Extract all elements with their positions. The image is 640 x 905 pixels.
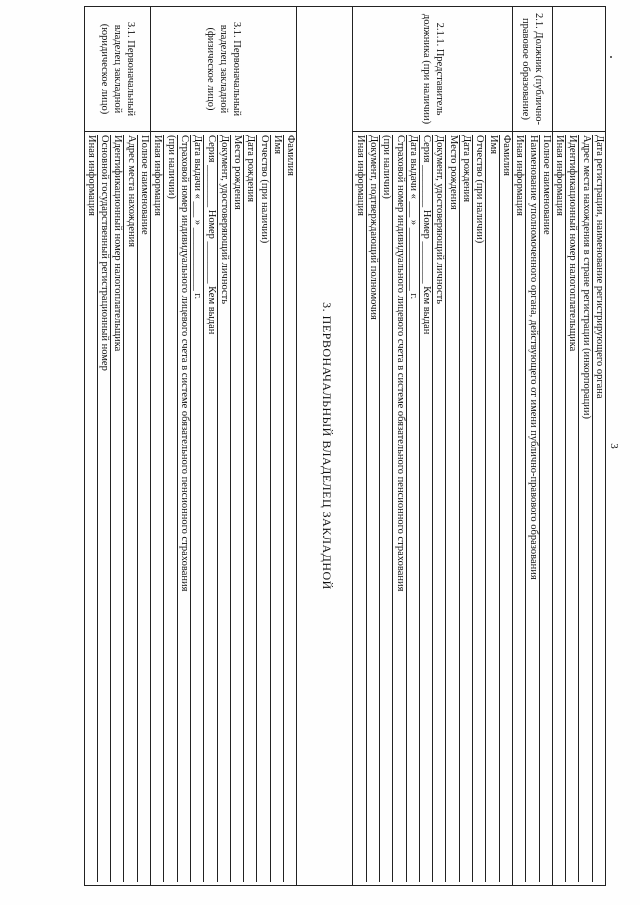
field-line: Отчество (при наличии) [256, 135, 269, 882]
field-line: Полное наименование [539, 135, 552, 882]
field-line: Дата рождения [243, 135, 256, 882]
field-line: Страховой номер индивидуального лицевого счета в системе обязательного пенсионного страхования [392, 135, 405, 882]
owner-legal-row [84, 7, 150, 886]
field-line: Наименование уполномоченного органа, действующего от имени публично-правового образования [525, 135, 538, 882]
field-line: Имя [270, 135, 283, 882]
rotated-form-sheet [20, 6, 620, 886]
field-line: Адрес места нахождения в стране регистрации (инкорпорации) [578, 135, 591, 882]
field-line: (при наличии) [163, 135, 176, 882]
field-line: Адрес места нахождения [124, 135, 137, 882]
representative-fields [353, 132, 513, 886]
owner-person-label: 3.1. Первоначальный владелец закладной (физическое лицо) [151, 7, 297, 132]
representative-row [353, 7, 513, 886]
field-line: Дата выдачи « ___ » ____________ г. [190, 135, 203, 882]
field-line: (при наличии) [379, 135, 392, 882]
field-line: Документ, удостоверяющий личность [432, 135, 445, 882]
field-line: Дата регистрации, наименование регистрирующего органа [592, 135, 605, 882]
field-line: Дата выдачи « ___ » ____________ г. [406, 135, 419, 882]
representative-label: 2.1.1. Представитель должника (при наличии) [353, 7, 513, 132]
top-block-fields [552, 132, 605, 886]
debtor-public-row [512, 7, 552, 886]
field-line: Основной государственный регистрационный номер [97, 135, 110, 882]
owner-person-fields [151, 132, 297, 886]
debtor-public-fields [512, 132, 552, 886]
owner-table [84, 6, 298, 886]
field-line: Иная информация [354, 135, 366, 217]
form-table [352, 6, 606, 886]
field-line: Иная информация [554, 135, 566, 217]
field-line: Иная информация [85, 135, 97, 217]
field-line: Имя [485, 135, 498, 882]
owner-legal-fields [84, 132, 150, 886]
field-line: Документ, удостоверяющий личность [217, 135, 230, 882]
field-line: Иная информация [514, 135, 526, 217]
section-3-title: 3. ПЕРВОНАЧАЛЬНЫЙ ВЛАДЕЛЕЦ ЗАКЛАДНОЙ [297, 6, 352, 886]
field-line: Место рождения [230, 135, 243, 882]
field-line: Полное наименование [137, 135, 150, 882]
debtor-public-label: 2.1. Должник (публично-правовое образование) [512, 7, 552, 132]
field-line: Страховой номер индивидуального лицевого счета в системе обязательного пенсионного страхования [177, 135, 190, 882]
field-line: Фамилия [283, 135, 296, 882]
field-line: Серия ________ Номер ________ Кем выдан [203, 135, 216, 882]
top-block-label [552, 7, 605, 132]
field-line: Серия ________ Номер ________ Кем выдан [419, 135, 432, 882]
owner-legal-label: 3.1. Первоначальный владелец закладной (юридическое лицо) [84, 7, 150, 132]
top-block-row [552, 7, 605, 886]
field-line: Документ, подтверждающий полномочия [366, 135, 379, 882]
field-line: Отчество (при наличии) [472, 135, 485, 882]
page-number: 3 [608, 443, 620, 449]
field-line: Иная информация [152, 135, 164, 217]
owner-person-row [151, 7, 297, 886]
field-line: Дата рождения [459, 135, 472, 882]
field-line: Фамилия [499, 135, 512, 882]
field-line: Место рождения [445, 135, 458, 882]
field-line: Идентификационный номер налогоплательщика [565, 135, 578, 882]
field-line: Идентификационный номер налогоплательщика [110, 135, 123, 882]
